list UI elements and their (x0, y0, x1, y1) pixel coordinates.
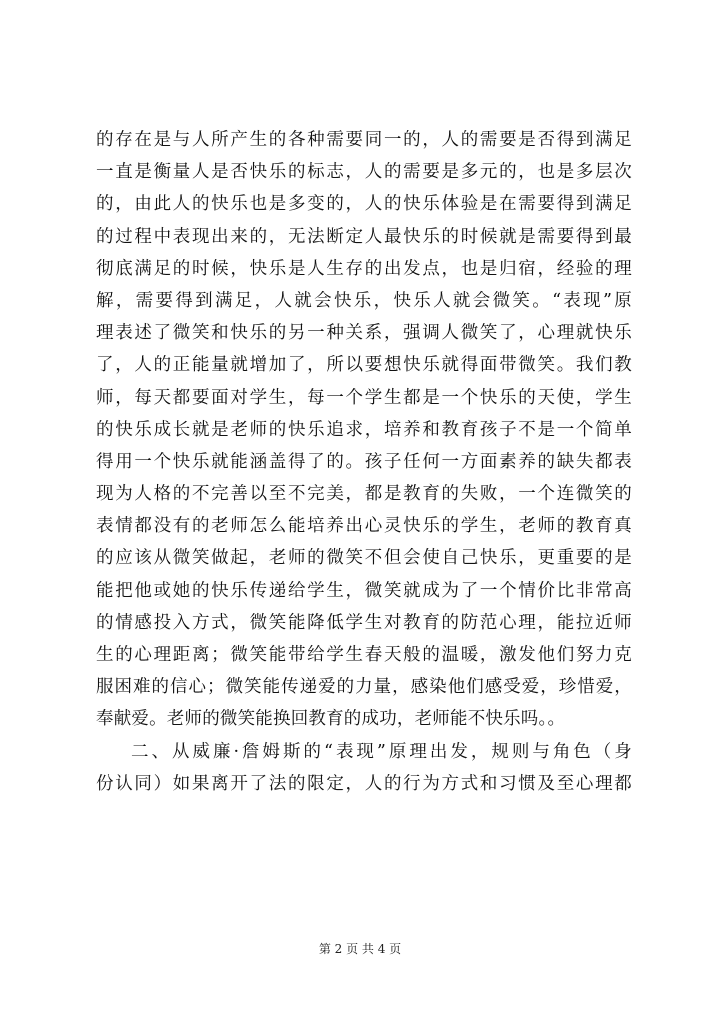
paragraph-end-line: 奉献爱。老师的微笑能换回教育的成功，老师能不快乐吗。。 (96, 709, 566, 730)
document-body (96, 124, 632, 800)
text-line: 理表述了微笑和快乐的另一种关系，强调人微笑了，心理就快乐 (96, 323, 632, 344)
text-line: 生的心理距离；微笑能带给学生春天般的温暖，激发他们努力克 (96, 645, 632, 665)
text-line: 服困难的信心；微笑能传递爱的力量，感染他们感受爱，珍惜爱， (96, 677, 632, 698)
section-heading-line: 二、从威廉·詹姆斯的“表现”原理出发，规则与角色（身 (131, 741, 632, 762)
text-line: 彻底满足的时候，快乐是人生存的出发点，也是归宿，经验的理 (96, 258, 632, 279)
text-line: 份认同）如果离开了法的限定，人的行为方式和习惯及至心理都 (96, 773, 632, 794)
text-line: 的情感投入方式，微笑能降低学生对教育的防范心理，能拉近师 (96, 612, 632, 633)
text-line: 的，由此人的快乐也是多变的，人的快乐体验是在需要得到满足 (96, 194, 632, 215)
text-line: 一直是衡量人是否快乐的标志，人的需要是多元的，也是多层次 (96, 162, 632, 183)
text-line: 的快乐成长就是老师的快乐追求，培养和教育孩子不是一个简单 (96, 419, 632, 440)
text-line: 能把他或她的快乐传递给学生，微笑就成为了一个情价比非常高 (96, 580, 632, 601)
text-line: 解，需要得到满足，人就会快乐，快乐人就会微笑。“表现”原 (96, 290, 632, 311)
text-line: 得用一个快乐就能涵盖得了的。孩子任何一方面素养的缺失都表 (96, 451, 632, 472)
text-line: 表情都没有的老师怎么能培养出心灵快乐的学生，老师的教育真 (96, 516, 632, 537)
text-line: 师，每天都要面对学生，每一个学生都是一个快乐的天使，学生 (96, 387, 632, 408)
text-line: 现为人格的不完善以至不完美，都是教育的失败，一个连微笑的 (96, 484, 632, 505)
text-line: 的存在是与人所产生的各种需要同一的，人的需要是否得到满足 (96, 130, 632, 150)
text-line: 了，人的正能量就增加了，所以要想快乐就得面带微笑。我们教 (96, 355, 632, 376)
text-line: 的应该从微笑做起，老师的微笑不但会使自己快乐，更重要的是 (96, 548, 632, 569)
text-line: 的过程中表现出来的，无法断定人最快乐的时候就是需要得到最 (96, 226, 632, 247)
page-number-footer: 第 2 页 共 4 页 (318, 942, 402, 956)
